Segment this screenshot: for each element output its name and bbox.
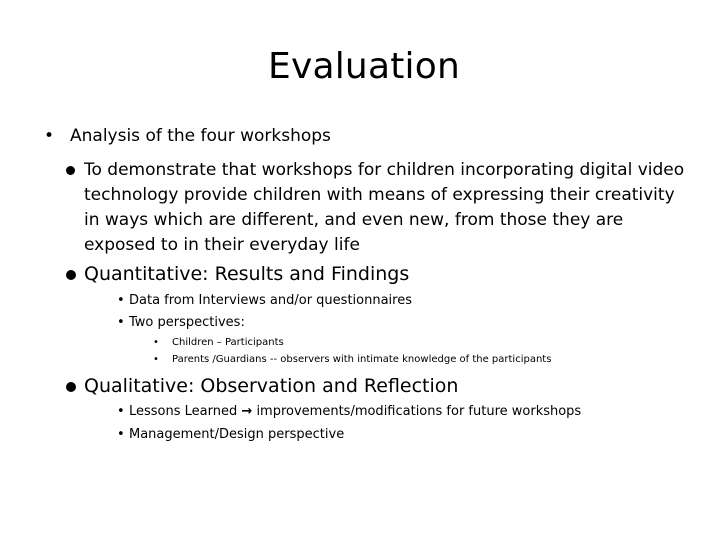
bullet-text: Two perspectives: — [129, 315, 245, 330]
bullet-text: Data from Interviews and/or questionnaires — [129, 293, 412, 308]
bullet-line: exposed to in their everyday life — [84, 235, 360, 255]
bullet-text: Parents /Guardians -- observers with intimate knowledge of the participants — [172, 354, 552, 365]
bullet-text: Management/Design perspective — [129, 427, 345, 442]
bullet-line: technology provide children with means of expressing their creativity — [84, 185, 675, 205]
bullet-text: Children – Participants — [172, 337, 284, 348]
improvements-text: improvements/modifications for future workshops — [256, 404, 582, 419]
bullet-line: in ways which are different, and even new, from those they are — [84, 210, 624, 230]
lessons-learned-text: Lessons Learned — [129, 404, 238, 419]
slide-title: Evaluation — [268, 46, 460, 87]
bullet-marker: • — [117, 404, 125, 419]
bullet-marker: • — [153, 337, 159, 348]
bullet-marker: • — [117, 427, 125, 442]
bullet-line: To demonstrate that workshops for children incorporating digital video — [84, 160, 685, 180]
bullet-text: Quantitative: Results and Findings — [84, 263, 410, 285]
bullet-marker: • — [117, 315, 125, 330]
bullet-marker: • — [153, 354, 159, 365]
bullet-marker — [66, 166, 75, 175]
bullet-text — [129, 404, 581, 419]
bullet-marker — [66, 270, 76, 280]
bullet-text: Analysis of the four workshops — [70, 126, 331, 146]
bullet-text: Qualitative: Observation and Reflection — [84, 375, 459, 397]
bullet-marker — [66, 382, 76, 392]
bullet-marker: • — [44, 126, 55, 146]
arrow-right-icon: → — [241, 404, 253, 419]
bullet-marker: • — [117, 293, 125, 308]
